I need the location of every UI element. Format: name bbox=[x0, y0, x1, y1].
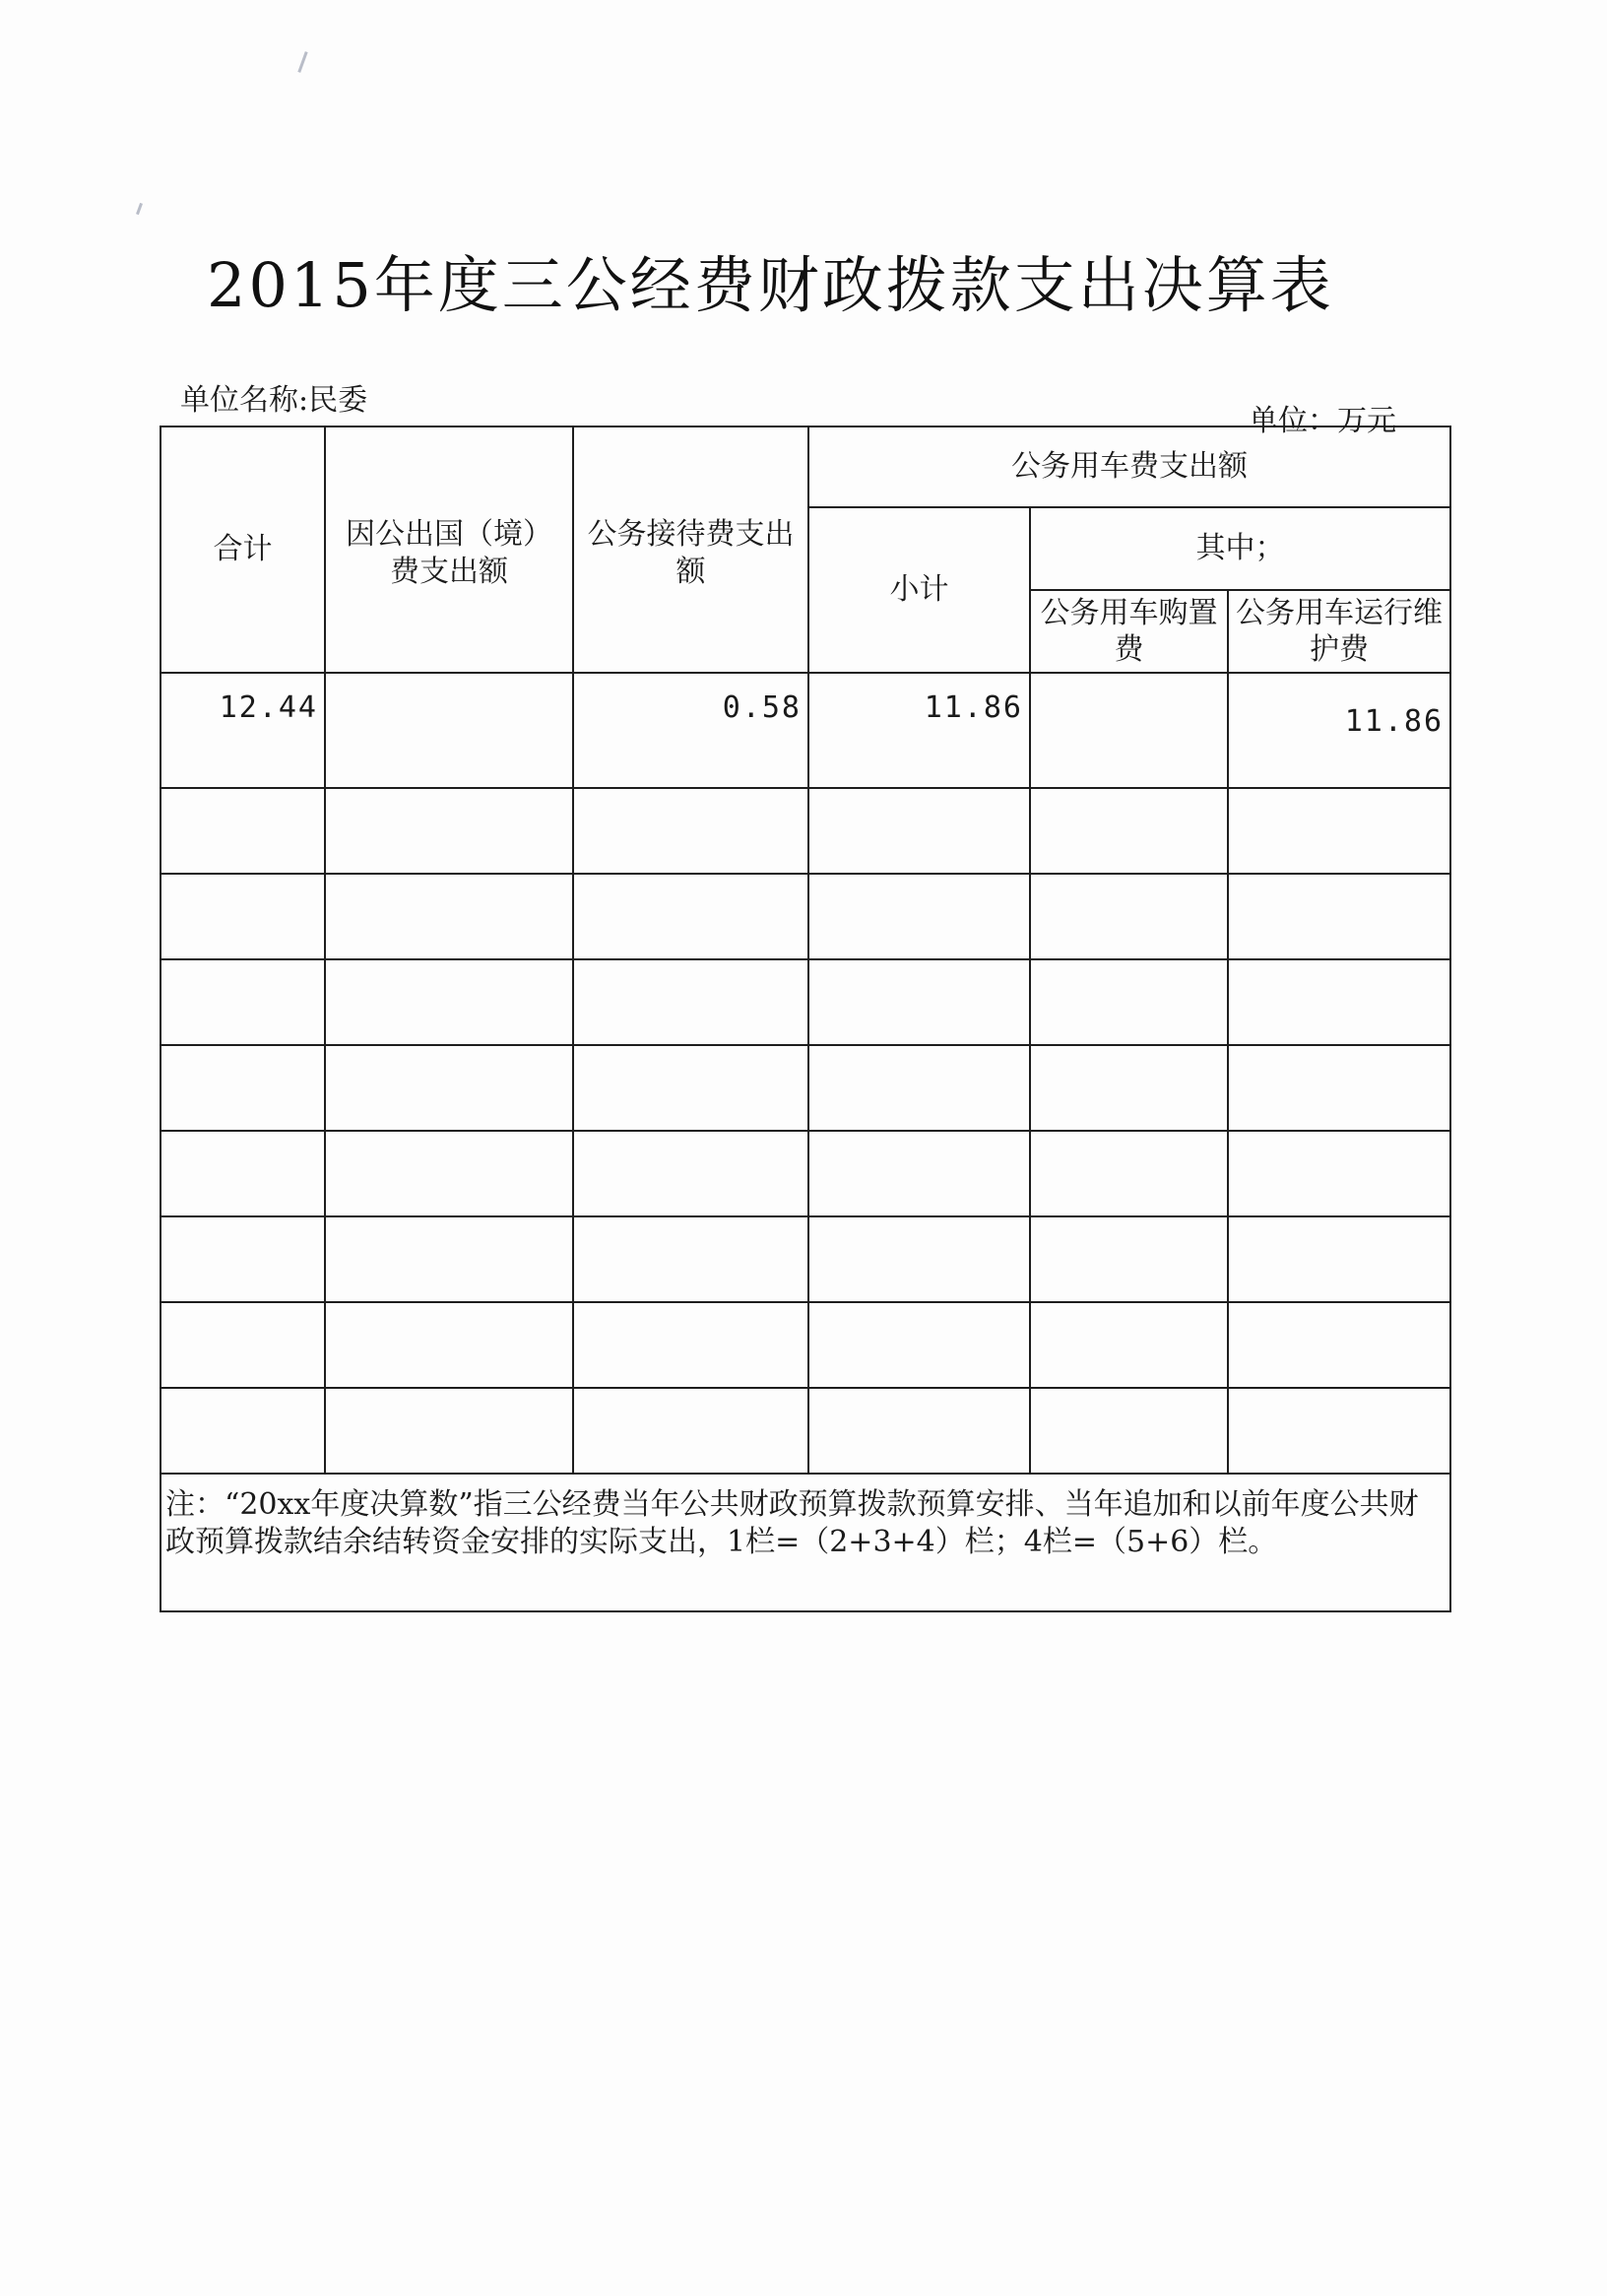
header-car-maintenance: 公务用车运行维护费 bbox=[1228, 590, 1450, 673]
cell-total bbox=[161, 1302, 325, 1388]
cell-abroad bbox=[325, 673, 573, 788]
cell-reception bbox=[573, 788, 808, 874]
cell-subtotal bbox=[808, 1302, 1030, 1388]
cell-subtotal bbox=[808, 874, 1030, 959]
cell-subtotal bbox=[808, 1045, 1030, 1131]
table-row bbox=[161, 1388, 1450, 1474]
cell-subtotal: 11.86 bbox=[808, 673, 1030, 788]
cell-total: 12.44 bbox=[161, 673, 325, 788]
table-row bbox=[161, 874, 1450, 959]
cell-car-purchase bbox=[1030, 673, 1228, 788]
cell-abroad bbox=[325, 1045, 573, 1131]
cell-reception: 0.58 bbox=[573, 673, 808, 788]
table-row bbox=[161, 788, 1450, 874]
cell-total bbox=[161, 1131, 325, 1216]
header-car-purchase: 公务用车购置费 bbox=[1030, 590, 1228, 673]
cell-reception bbox=[573, 1131, 808, 1216]
scan-speck bbox=[136, 203, 143, 215]
cell-reception bbox=[573, 959, 808, 1045]
header-among: 其中； bbox=[1030, 507, 1450, 590]
cell-car-maintenance bbox=[1228, 1302, 1450, 1388]
cell-reception bbox=[573, 1045, 808, 1131]
table-row bbox=[161, 1216, 1450, 1302]
cell-total bbox=[161, 1216, 325, 1302]
cell-car-purchase bbox=[1030, 788, 1228, 874]
table-row bbox=[161, 959, 1450, 1045]
cell-car-maintenance bbox=[1228, 1216, 1450, 1302]
header-reception: 公务接待费支出额 bbox=[573, 426, 808, 673]
cell-car-maintenance bbox=[1228, 874, 1450, 959]
cell-car-purchase bbox=[1030, 1045, 1228, 1131]
cell-abroad bbox=[325, 1216, 573, 1302]
cell-car-purchase bbox=[1030, 874, 1228, 959]
cell-abroad bbox=[325, 959, 573, 1045]
header-abroad: 因公出国（境）费支出额 bbox=[325, 426, 573, 673]
scan-speck bbox=[297, 51, 307, 73]
cell-car-purchase bbox=[1030, 1302, 1228, 1388]
expense-table bbox=[160, 426, 1451, 1612]
cell-subtotal bbox=[808, 1131, 1030, 1216]
table-row bbox=[161, 1131, 1450, 1216]
cell-car-maintenance bbox=[1228, 1045, 1450, 1131]
cell-abroad bbox=[325, 1131, 573, 1216]
unit-name: 单位名称:民委 bbox=[180, 383, 368, 418]
cell-reception bbox=[573, 874, 808, 959]
cell-car-maintenance bbox=[1228, 1388, 1450, 1474]
cell-abroad bbox=[325, 874, 573, 959]
cell-total bbox=[161, 959, 325, 1045]
cell-car-maintenance bbox=[1228, 1131, 1450, 1216]
cell-total bbox=[161, 788, 325, 874]
cell-reception bbox=[573, 1216, 808, 1302]
cell-car-maintenance bbox=[1228, 959, 1450, 1045]
cell-car-maintenance: 11.86 bbox=[1228, 673, 1450, 788]
cell-total bbox=[161, 1388, 325, 1474]
page-title: 2015年度三公经费财政拨款支出决算表 bbox=[207, 249, 1334, 321]
cell-reception bbox=[573, 1388, 808, 1474]
cell-car-purchase bbox=[1030, 1131, 1228, 1216]
cell-car-maintenance bbox=[1228, 788, 1450, 874]
unit-label: 单位：万元 bbox=[1249, 404, 1396, 438]
cell-car-purchase bbox=[1030, 1388, 1228, 1474]
cell-reception bbox=[573, 1302, 808, 1388]
cell-car-purchase bbox=[1030, 1216, 1228, 1302]
cell-subtotal bbox=[808, 788, 1030, 874]
header-car-group: 公务用车费支出额 bbox=[808, 426, 1450, 507]
header-total: 合计 bbox=[161, 426, 325, 673]
table-row bbox=[161, 1302, 1450, 1388]
table-row bbox=[161, 673, 1450, 788]
table-row bbox=[161, 1045, 1450, 1131]
cell-car-purchase bbox=[1030, 959, 1228, 1045]
cell-abroad bbox=[325, 1388, 573, 1474]
cell-subtotal bbox=[808, 959, 1030, 1045]
table-note: 注：“20xx年度决算数”指三公经费当年公共财政预算拨款预算安排、当年追加和以前年度公共财政预算拨款结余结转资金安排的实际支出，1栏=（2+3+4）栏；4栏=（5+6）栏。 bbox=[161, 1474, 1450, 1611]
cell-total bbox=[161, 1045, 325, 1131]
cell-abroad bbox=[325, 1302, 573, 1388]
cell-subtotal bbox=[808, 1388, 1030, 1474]
cell-subtotal bbox=[808, 1216, 1030, 1302]
cell-total bbox=[161, 874, 325, 959]
cell-abroad bbox=[325, 788, 573, 874]
header-subtotal: 小计 bbox=[808, 507, 1030, 673]
